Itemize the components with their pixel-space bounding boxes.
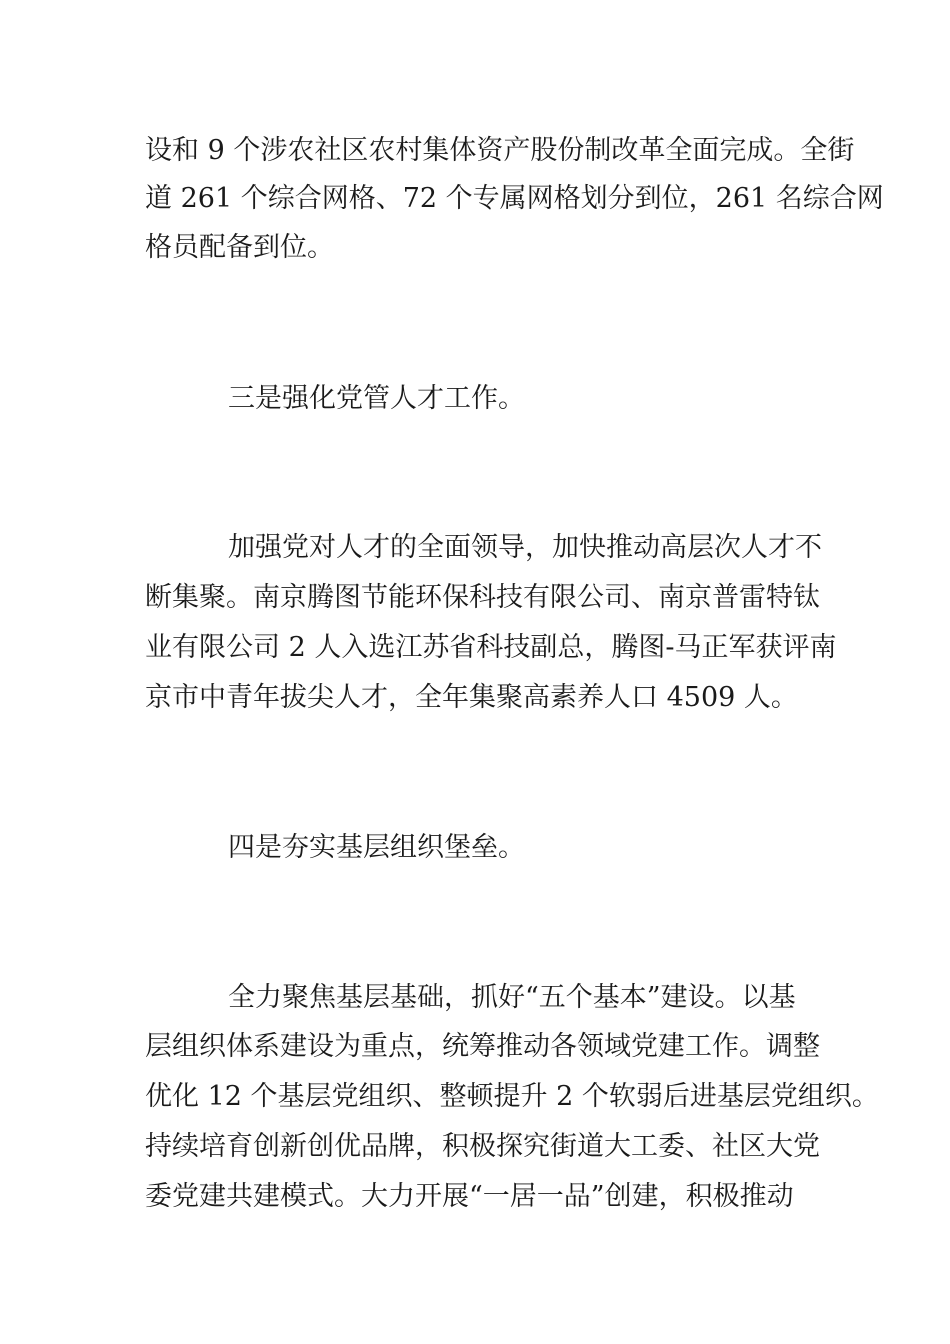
- paragraph-line: 设和 9 个涉农社区农村集体资产股份制改革全面完成。全街: [145, 135, 855, 166]
- section-heading: 三是强化党管人才工作。: [228, 383, 525, 414]
- section-heading: 四是夯实基层组织堡垒。: [228, 832, 525, 863]
- paragraph-line: 加强党对人才的全面领导，加快推动高层次人才不: [228, 532, 822, 563]
- paragraph-line: 道 261 个综合网格、72 个专属网格划分到位，261 名综合网: [145, 183, 884, 214]
- paragraph-line: 持续培育创新创优品牌，积极探究街道大工委、社区大党: [145, 1131, 820, 1162]
- paragraph-line: 全力聚焦基层基础，抓好“五个基本”建设。以基: [228, 982, 796, 1013]
- paragraph-line: 优化 12 个基层党组织、整顿提升 2 个软弱后进基层党组织。: [145, 1081, 879, 1112]
- paragraph-line: 格员配备到位。: [145, 232, 334, 263]
- paragraph-line: 层组织体系建设为重点，统筹推动各领域党建工作。调整: [145, 1031, 820, 1062]
- paragraph-line: 委党建共建模式。大力开展“一居一品”创建，积极推动: [145, 1181, 794, 1212]
- paragraph-line: 京市中青年拔尖人才，全年集聚高素养人口 4509 人。: [145, 682, 798, 713]
- paragraph-line: 业有限公司 2 人入选江苏省科技副总，腾图-马正军获评南: [145, 632, 837, 663]
- paragraph-line: 断集聚。南京腾图节能环保科技有限公司、南京普雷特钛: [145, 582, 820, 613]
